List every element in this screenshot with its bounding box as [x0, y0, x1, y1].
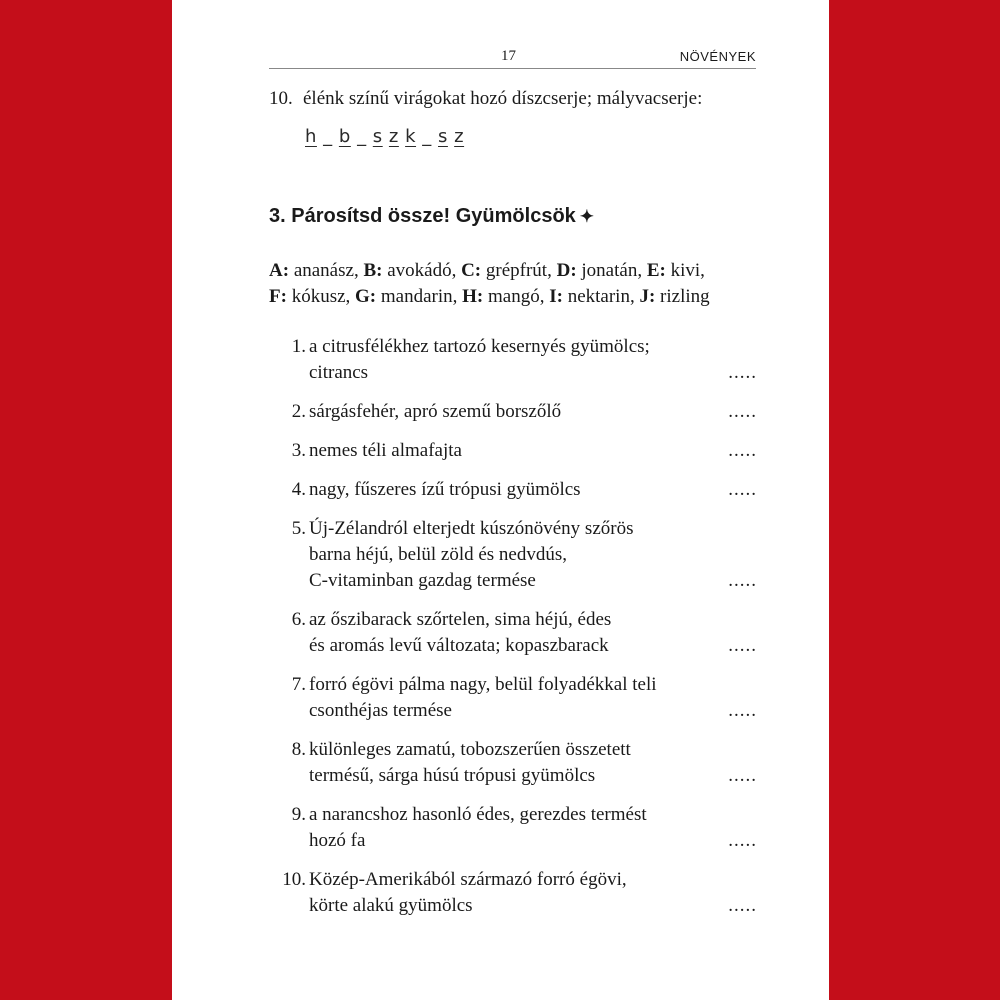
item-number: 10. [282, 869, 306, 890]
item-line: sárgásfehér, apró szemű borszőlő [309, 401, 562, 422]
hint-letter: _ [323, 126, 333, 147]
book-page [172, 0, 829, 1000]
item-line: a narancshoz hasonló édes, gerezdes termést [309, 804, 647, 825]
option-key: J: [639, 286, 656, 307]
item-text [309, 516, 709, 594]
exercise-title [269, 205, 594, 228]
item-line: Új-Zélandról elterjedt kúszónövény szőrös [309, 518, 634, 539]
exercise-items [269, 334, 757, 919]
option-value: mangó [488, 286, 540, 307]
item-line: termésű, sárga húsú trópusi gyümölcs [309, 765, 596, 786]
item-line: barna héjú, belül zöld és nedvdús, [309, 544, 568, 565]
item-text [309, 737, 709, 789]
answer-blank[interactable]: ..... [728, 479, 757, 500]
item-number: 10. [269, 88, 293, 109]
item-text [309, 438, 709, 464]
item-number: 1. [291, 336, 306, 357]
option-value: mandarin [380, 286, 453, 307]
exercise-title-text: 3. Párosítsd össze! Gyümölcsök [269, 205, 576, 227]
answer-blank[interactable]: ..... [728, 830, 757, 851]
item-line: hozó fa [309, 830, 366, 851]
exercise-item [269, 334, 757, 386]
item-line: csonthéjas termése [309, 700, 452, 721]
page-header [269, 46, 756, 69]
option-key: A: [269, 260, 290, 281]
answer-blank[interactable]: ..... [728, 635, 757, 656]
hint-letter: h [305, 126, 317, 147]
item-line: nagy, fűszeres ízű trópusi gyümölcs [309, 479, 581, 500]
option-key: F: [269, 286, 287, 307]
exercise-item [269, 867, 757, 919]
option-value: kivi [670, 260, 701, 281]
exercise-item [269, 737, 757, 789]
exercise-item [269, 438, 757, 464]
item-text [309, 334, 709, 386]
option-key: I: [549, 286, 563, 307]
item-text [309, 399, 709, 425]
answer-blank[interactable]: ..... [728, 765, 757, 786]
item-line: a citrusfélékhez tartozó kesernyés gyümölcs; [309, 336, 650, 357]
answer-blank[interactable]: ..... [728, 895, 757, 916]
hint-letter: s [438, 126, 448, 147]
item-line: Közép-Amerikából származó forró égövi, [309, 869, 627, 890]
answer-blank[interactable]: ..... [728, 401, 757, 422]
answer-options: A: ananász, B: avokádó, C: grépfrút, D: jonatán, E: kivi, F: kókusz, G: mandarin, H: mangó, I: nektarin, J: rizling [269, 260, 710, 307]
option-value: jonatán [581, 260, 638, 281]
item-line: forró égövi pálma nagy, belül folyadékkal teli [309, 674, 657, 695]
option-key: C: [461, 260, 482, 281]
option-key: D: [556, 260, 577, 281]
item-line: különleges zamatú, tobozszerűen összetett [309, 739, 631, 760]
hint-letter: z [388, 126, 399, 147]
answer-hint [305, 126, 464, 147]
item-number: 4. [291, 479, 306, 500]
exercise-item [269, 607, 757, 659]
page-number: 17 [501, 48, 516, 64]
item-number: 7. [291, 674, 306, 695]
hint-letter: _ [422, 126, 432, 147]
item-line: citrancs [309, 362, 369, 383]
item-number: 5. [291, 518, 306, 539]
hint-letter: s [372, 126, 383, 147]
item-text [309, 672, 709, 724]
section-name: NÖVÉNYEK [679, 49, 756, 64]
item-text [309, 867, 709, 919]
hint-letter: k [405, 126, 417, 147]
previous-item [269, 88, 702, 110]
item-text [309, 607, 709, 659]
option-value: rizling [660, 286, 710, 307]
option-value: nektarin [567, 286, 630, 307]
exercise-item [269, 802, 757, 854]
item-line: nemes téli almafajta [309, 440, 462, 461]
answer-blank[interactable]: ..... [728, 700, 757, 721]
item-line: C-vitaminban gazdag termése [309, 570, 536, 591]
option-value: ananász [293, 260, 354, 281]
item-number: 3. [291, 440, 306, 461]
item-text [309, 477, 709, 503]
item-text: élénk színű virágokat hozó díszcserje; mályvacserje: [303, 88, 703, 109]
hint-letter: _ [357, 126, 367, 147]
option-key: B: [363, 260, 383, 281]
item-number: 2. [291, 401, 306, 422]
item-number: 6. [291, 609, 306, 630]
hint-letter: z [454, 126, 465, 147]
answer-blank[interactable]: ..... [728, 362, 757, 383]
item-line: és aromás levű változata; kopaszbarack [309, 635, 609, 656]
item-text [309, 802, 709, 854]
item-number: 9. [291, 804, 306, 825]
exercise-item [269, 516, 757, 594]
option-key: H: [462, 286, 484, 307]
answer-blank[interactable]: ..... [728, 570, 757, 591]
exercise-item [269, 672, 757, 724]
exercise-item [269, 477, 757, 503]
exercise-item [269, 399, 757, 425]
option-value: kókusz [291, 286, 346, 307]
option-value: grépfrút [485, 260, 548, 281]
item-line: az őszibarack szőrtelen, sima héjú, édes [309, 609, 612, 630]
item-number: 8. [291, 739, 306, 760]
item-line: körte alakú gyümölcs [309, 895, 473, 916]
option-key: G: [355, 286, 377, 307]
answer-blank[interactable]: ..... [728, 440, 757, 461]
option-key: E: [646, 260, 666, 281]
star-icon: ✦ [579, 207, 595, 226]
option-value: avokádó [387, 260, 452, 281]
hint-letter: b [338, 126, 351, 147]
